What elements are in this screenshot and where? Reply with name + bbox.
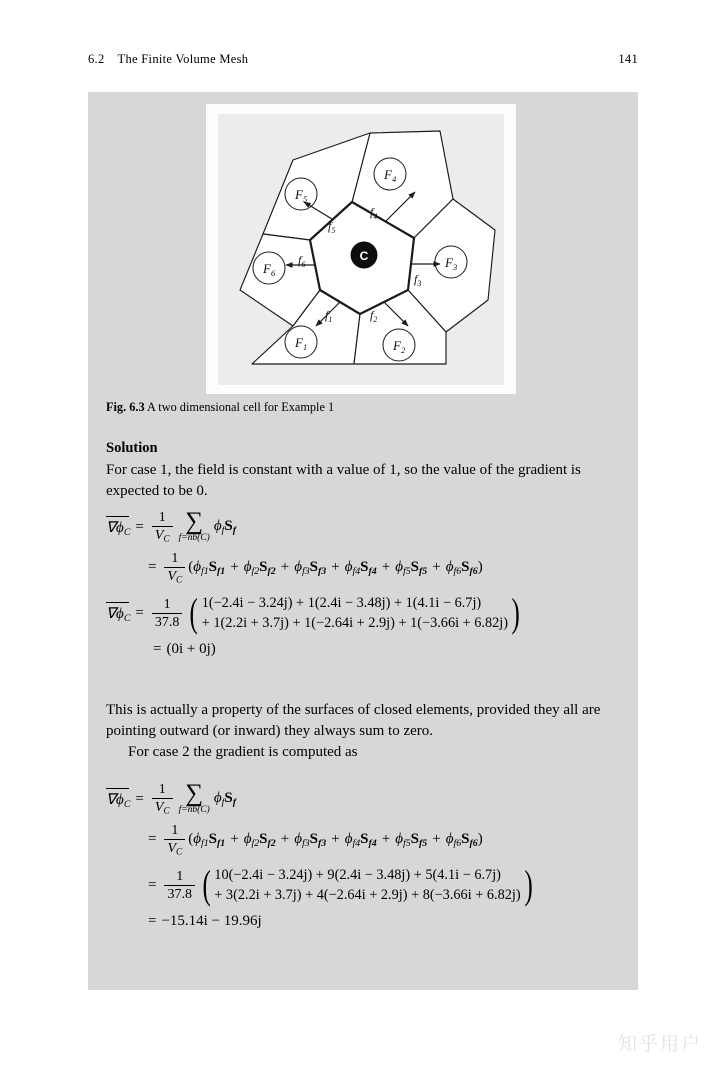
term2-phi-f6: $\phi_{f6}$ <box>445 831 462 849</box>
summation-symbol-2: ∑ f=nb(C) <box>178 780 210 816</box>
gradient-symbol-2: $\nabla\phi_C$ <box>106 602 130 624</box>
middle-paragraph-indent-text: For case 2 the gradient is computed as <box>128 744 358 760</box>
neighbor-label-f4: $F_4$ <box>384 166 397 184</box>
volume-value-case1: 37.8 <box>152 613 183 630</box>
neighbor-label-f5: $F_5$ <box>295 186 308 204</box>
fraction-one-over-vc-4: $\frac{1}{V_C}$ <box>164 823 185 858</box>
equation-line-expanded-2: = $\frac{1}{V_C}$ ( $\phi_{f1}$ $S_{f1}$ + $\phi_{f2}$ $S_{f2}$ + $\phi_{f3}$ $S_{f3}$ + $\phi_{f4}$ $S_{f4}$ + $\phi_{f5}$ $S_{f5}$ + $\phi_{f6}$ $S_{f6}$ ) <box>148 822 483 857</box>
big-paren-case1: ( 1(−2.4i − 3.24j) + 1(2.4i − 3.48j) + 1(4.1i − 6.7j) + 1(2.2i + 3.7j) + 1(−2.64i + 2.9j) + 1(−3.66i + 6.82j) ) <box>189 590 520 636</box>
equation-line-definition-2: $\nabla\phi_C$ = $\frac{1}{V_C}$ ∑ f=nb(C) $\phi_f$ $S_f$ <box>106 780 236 816</box>
term-s-f5: $S_{f5}$ <box>410 559 428 577</box>
term2-s-f3: $S_{f3}$ <box>309 831 327 849</box>
case2-result: −15.14i − 19.96j <box>161 913 262 930</box>
figure-caption <box>106 400 626 415</box>
term-s-f2: $S_{f2}$ <box>259 559 276 577</box>
term2-phi-f5: $\phi_{f5}$ <box>395 831 411 849</box>
term-s-f6: $S_{f6}$ <box>461 559 478 577</box>
solution-middle-paragraph <box>106 700 622 763</box>
term2-s-f4: $S_{f4}$ <box>360 831 377 849</box>
term2-phi-f1: $\phi_{f1}$ <box>193 831 209 849</box>
solution-heading: Solution <box>106 440 158 456</box>
term2-s-f6: $S_{f6}$ <box>461 831 478 849</box>
open-paren-1: ( <box>188 559 194 576</box>
summand-phi-2: $\phi_f$ <box>213 790 225 809</box>
term-phi-f2: $\phi_{f2}$ <box>243 559 260 577</box>
figure-caption-text: A two dimensional cell for Example 1 <box>147 400 335 414</box>
term2-phi-f3: $\phi_{f3}$ <box>294 831 310 849</box>
center-node-label: C <box>359 248 369 263</box>
mesh-diagram <box>218 114 504 385</box>
header-section-number: 6.2 <box>88 52 105 66</box>
neighbor-label-f1: $F_1$ <box>295 334 308 352</box>
face-label-f6: $f_6$ <box>298 252 306 269</box>
term-phi-f4: $\phi_{f4}$ <box>344 559 361 577</box>
page-number: 141 <box>618 52 638 66</box>
term2-s-f5: $S_{f5}$ <box>410 831 428 849</box>
term2-s-f2: $S_{f2}$ <box>259 831 276 849</box>
case1-line-top: 1(−2.4i − 3.24j) + 1(2.4i − 3.48j) + 1(4.1i − 6.7j) <box>201 595 482 612</box>
close-paren-2: ) <box>477 831 483 848</box>
equation-block-case2 <box>106 782 622 936</box>
term-phi-f1: $\phi_{f1}$ <box>193 559 209 577</box>
equation-line-numeric-case2: = $\frac{1}{37.8}$ ( 10(−2.4i − 3.24j) + 9(2.4i − 3.48j) + 5(4.1i − 6.7j) + 3(2.2i + 3.7j) + 4(−2.64i + 2.9j) + 8(−3.66i + 6.82j) ) <box>106 863 622 907</box>
case1-line-bottom: + 1(2.2i + 3.7j) + 1(−2.64i + 2.9j) + 1(−3.66i + 6.82j) <box>201 615 509 632</box>
case2-line-bottom: + 3(2.2i + 3.7j) + 4(−2.64i + 2.9j) + 8(−3.66i + 6.82j) <box>214 887 521 904</box>
figure-caption-label: Fig. 6.3 <box>106 400 145 414</box>
gradient-symbol-3: $\nabla\phi_C$ <box>106 788 130 810</box>
summand-s-2: $S_f$ <box>224 790 236 809</box>
term2-phi-f2: $\phi_{f2}$ <box>243 831 260 849</box>
face-label-f3: $f_3$ <box>414 271 422 288</box>
open-paren-2: ( <box>188 831 194 848</box>
neighbor-label-f6: $F_6$ <box>263 260 276 278</box>
summand-s-1: $S_f$ <box>224 518 236 537</box>
term-s-f4: $S_{f4}$ <box>360 559 377 577</box>
case1-result: (0i + 0j) <box>166 641 216 658</box>
fraction-denominator-1: $V_C$ <box>152 526 173 545</box>
term2-phi-f4: $\phi_{f4}$ <box>344 831 361 849</box>
big-paren-case2: ( 10(−2.4i − 3.24j) + 9(2.4i − 3.48j) + 5(4.1i − 6.7j) + 3(2.2i + 3.7j) + 4(−2.64i + 2.9j) + 8(−3.66i + 6.82j) ) <box>202 862 533 908</box>
equation-line-numeric-case1: $\nabla\phi_C$ = $\frac{1}{37.8}$ ( 1(−2.4i − 3.24j) + 1(2.4i − 3.48j) + 1(4.1i − 6.7j) + 1(2.2i + 3.7j) + 1(−2.64i + 2.9j) + 1(−3.66i + 6.82j) ) <box>106 591 622 635</box>
fraction-one-over-vc-3: $\frac{1}{V_C}$ <box>152 782 173 817</box>
term-phi-f6: $\phi_{f6}$ <box>445 559 462 577</box>
case2-line-top: 10(−2.4i − 3.24j) + 9(2.4i − 3.48j) + 5(4.1i − 6.7j) <box>214 867 501 884</box>
header-section-title: The Finite Volume Mesh <box>117 52 249 66</box>
fraction-one-over-vc-2: $\frac{1}{V_C}$ <box>164 551 185 586</box>
equals-sign-2: = <box>148 559 157 576</box>
figure-frame <box>206 104 516 394</box>
neighbor-label-f3: $F_3$ <box>445 254 458 272</box>
gradient-symbol-1: $\nabla\phi_C$ <box>106 516 130 538</box>
neighbor-label-f2: $F_2$ <box>393 337 406 355</box>
summation-limit-1: f=nb(C) <box>178 533 210 544</box>
equation-line-definition-1 <box>106 510 622 545</box>
watermark: 知乎用户 <box>617 1033 702 1055</box>
close-paren-1: ) <box>477 559 483 576</box>
fraction-one-over-vc-1 <box>152 510 173 545</box>
running-head <box>88 52 638 67</box>
term-phi-f5: $\phi_{f5}$ <box>395 559 411 577</box>
term2-s-f1: $S_{f1}$ <box>208 831 226 849</box>
page-content-block <box>88 92 638 990</box>
summand-phi-1: $\phi_f$ <box>213 518 225 537</box>
face-label-f1: $f_1$ <box>325 307 333 324</box>
summation-limit-2: f=nb(C) <box>178 805 210 816</box>
face-label-f5: $f_5$ <box>328 218 336 235</box>
term-s-f1: $S_{f1}$ <box>208 559 226 577</box>
figure-panel <box>218 114 504 385</box>
face-label-f4: $f_4$ <box>370 204 378 221</box>
summation-symbol-1: ∑ f=nb(C) <box>178 508 210 544</box>
equals-sign-1: = <box>135 518 144 535</box>
term-s-f3: $S_{f3}$ <box>309 559 327 577</box>
equation-line-result-case2: = −15.14i − 19.96j <box>148 913 262 930</box>
middle-paragraph-text: This is actually a property of the surfaces of closed elements, provided they all are pointing outward (or inward) they always sum to zero. <box>106 702 601 739</box>
volume-value-case2: 37.8 <box>164 885 195 902</box>
fraction-one-over-volume-case2: $\frac{1}{37.8}$ <box>164 869 195 902</box>
equation-block-case1 <box>106 510 622 664</box>
equation-line-result-case1: = (0i + 0j) <box>153 641 216 658</box>
term-phi-f3: $\phi_{f3}$ <box>294 559 310 577</box>
equation-line-expanded-1: = $\frac{1}{V_C}$ ( $\phi_{f1}$ $S_{f1}$ + $\phi_{f2}$ $S_{f2}$ + $\phi_{f3}$ $S_{f3}$ + $\phi_{f4}$ $S_{f4}$ + $\phi_{f5}$ $S_{f5}$ + $\phi_{f6}$ $S_{f6}$ ) <box>148 550 483 585</box>
fraction-numerator-1: 1 <box>158 510 166 525</box>
solution-intro-paragraph: For case 1, the field is constant with a value of 1, so the value of the gradient is expected to be 0. <box>106 462 581 499</box>
fraction-one-over-volume-case1: $\frac{1}{37.8}$ <box>152 597 183 630</box>
face-label-f2: $f_2$ <box>370 307 378 324</box>
